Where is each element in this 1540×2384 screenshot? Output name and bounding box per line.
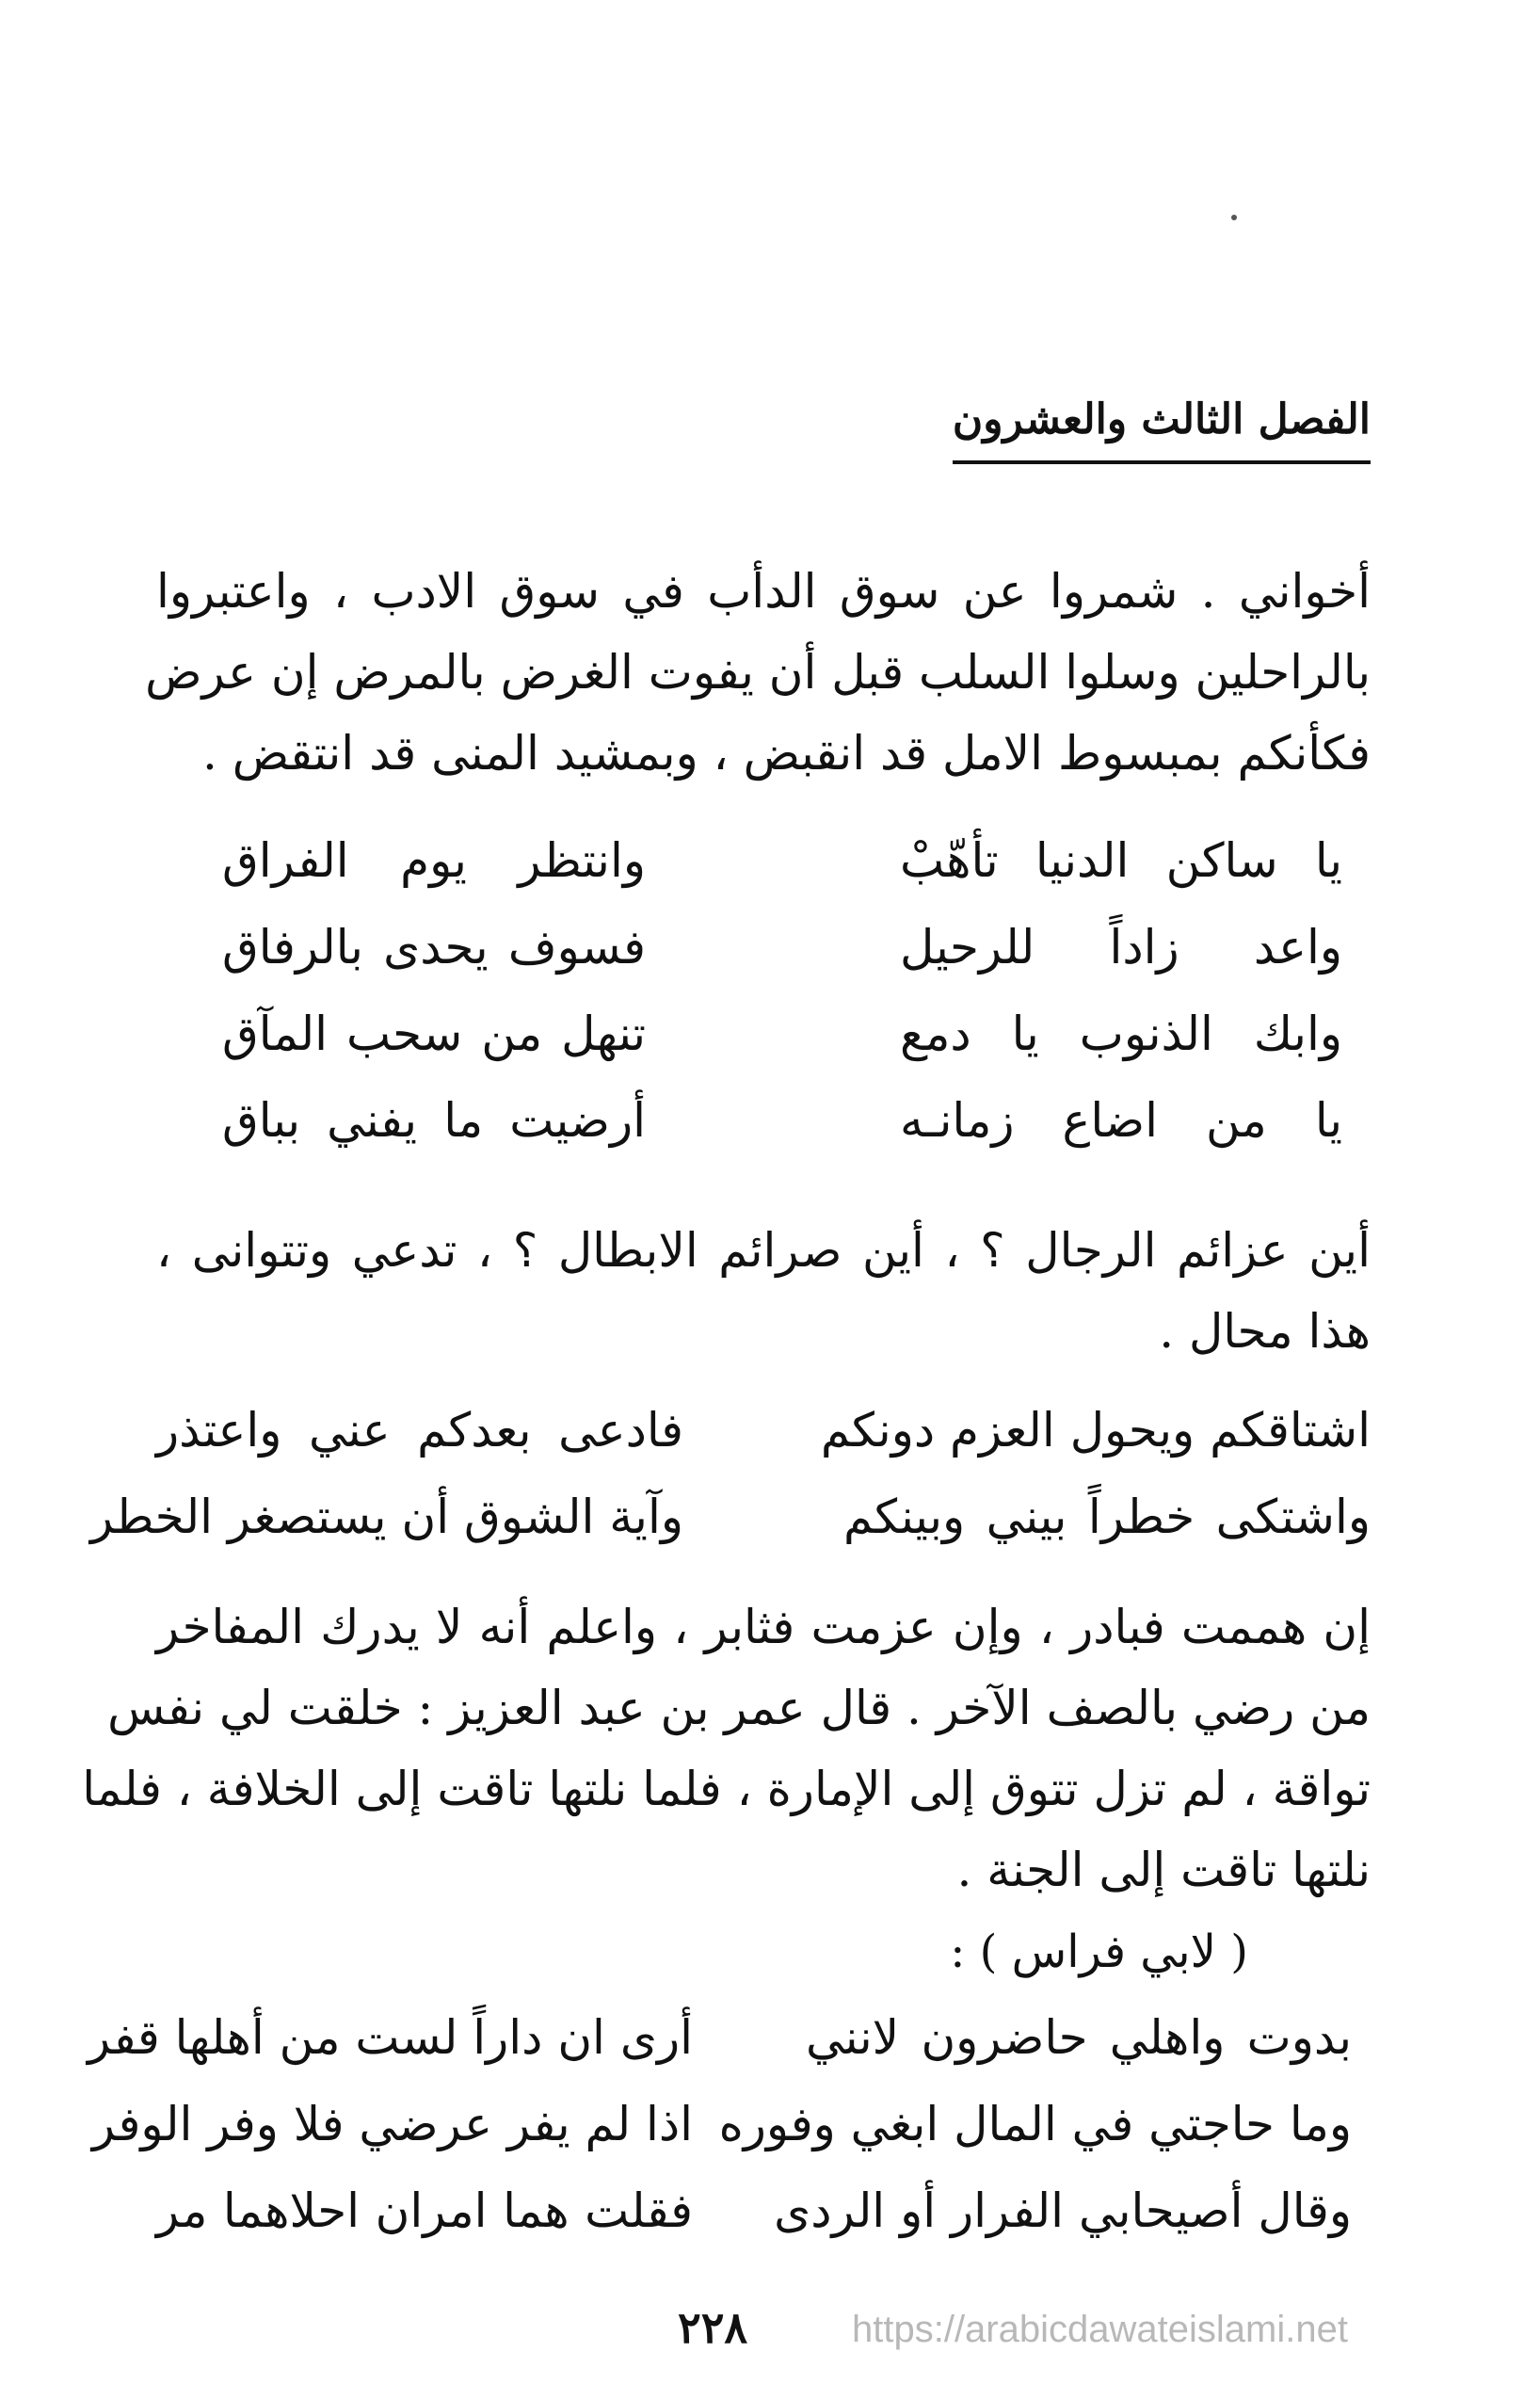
verse-first-hemistich: يا من اضاع زمانـه xyxy=(900,1093,1342,1148)
verse-first-hemistich: اشتاقكم ويحول العزم دونكم xyxy=(820,1403,1371,1458)
source-watermark: https://arabicdawateislami.net xyxy=(852,2309,1348,2350)
paragraph-line: أين عزائم الرجال ؟ ، أين صرائم الابطال ؟ ، تدعي وتتوانى ، xyxy=(156,1223,1371,1278)
verse xyxy=(90,1490,1371,1576)
verse-first-hemistich: واعد زاداً للرحيل xyxy=(900,920,1342,975)
poem-2 xyxy=(90,1403,1371,1576)
verse-first-hemistich: وما حاجتي في المال ابغي وفوره xyxy=(718,2097,1352,2151)
scan-speck xyxy=(1231,215,1237,220)
verse-second-hemistich: أرضيت ما يفني بباق xyxy=(222,1093,646,1148)
verse-second-hemistich: فقلت هما امران احلاهما مر xyxy=(156,2183,693,2238)
verse-second-hemistich: فسوف يحدى بالرفاق xyxy=(222,920,646,975)
verse xyxy=(156,1403,1371,1490)
verse-first-hemistich: بدوت واهلي حاضرون لانني xyxy=(806,2010,1352,2065)
verse-first-hemistich: يا ساكن الدنيا تأهّبْ xyxy=(900,833,1342,888)
page-number: ٢٢٨ xyxy=(678,2302,748,2353)
paragraph-1 xyxy=(145,551,1371,794)
verse-second-hemistich: تنهل من سحب المآق xyxy=(222,1007,646,1061)
paragraph-line: إن هممت فبادر ، وإن عزمت فثابر ، واعلم أنه لا يدرك المفاخر xyxy=(156,1600,1371,1654)
paragraph-line: فكأنكم بمبسوط الامل قد انقبض ، وبمشيد المنى قد انتقض . xyxy=(201,726,1371,781)
verse-second-hemistich: اذا لم يفر عرضي فلا وفر الوفر xyxy=(91,2097,693,2151)
verse xyxy=(156,1007,1371,1093)
paragraph-line: أخواني . شمروا عن سوق الدأب في سوق الادب ، واعتبروا xyxy=(156,564,1371,619)
verse xyxy=(156,2183,1371,2270)
verse xyxy=(91,2097,1371,2183)
paragraph-2 xyxy=(156,1210,1371,1372)
verse-first-hemistich: وابك الذنوب يا دمع xyxy=(900,1007,1342,1061)
verse xyxy=(156,833,1371,920)
paragraph-line: تواقة ، لم تزل تتوق إلى الإمارة ، فلما نلتها تاقت إلى الخلافة ، فلما xyxy=(82,1762,1371,1816)
verse xyxy=(156,920,1371,1007)
poem-3 xyxy=(88,2010,1371,2270)
verse-first-hemistich: واشتكى خطراً بيني وبينكم xyxy=(843,1490,1371,1544)
verse xyxy=(156,1093,1371,1180)
verse-second-hemistich: أرى ان داراً لست من أهلها قفر xyxy=(88,2010,693,2065)
paragraph-line: نلتها تاقت إلى الجنة . xyxy=(956,1843,1371,1897)
paragraph-line: بالراحلين وسلوا السلب قبل أن يفوت الغرض بالمرض إن عرض xyxy=(145,645,1371,700)
verse-second-hemistich: وانتظر يوم الفراق xyxy=(222,833,646,888)
chapter-title: الفصل الثالث والعشرون xyxy=(953,395,1371,464)
verse xyxy=(88,2010,1371,2097)
verse-second-hemistich: فادعى بعدكم عني واعتذر xyxy=(156,1403,683,1458)
verse-second-hemistich: وآية الشوق أن يستصغر الخطر xyxy=(90,1490,683,1544)
paragraph-3 xyxy=(82,1587,1371,1910)
poem-attribution: ( لابي فراس ) : xyxy=(950,1925,1248,1978)
paragraph-line: هذا محال . xyxy=(1159,1304,1371,1359)
verse-first-hemistich: وقال أصيحابي الفرار أو الردى xyxy=(774,2183,1352,2238)
paragraph-line: من رضي بالصف الآخر . قال عمر بن عبد العزيز : خلقت لي نفس xyxy=(107,1681,1371,1735)
poem-1 xyxy=(156,833,1371,1180)
